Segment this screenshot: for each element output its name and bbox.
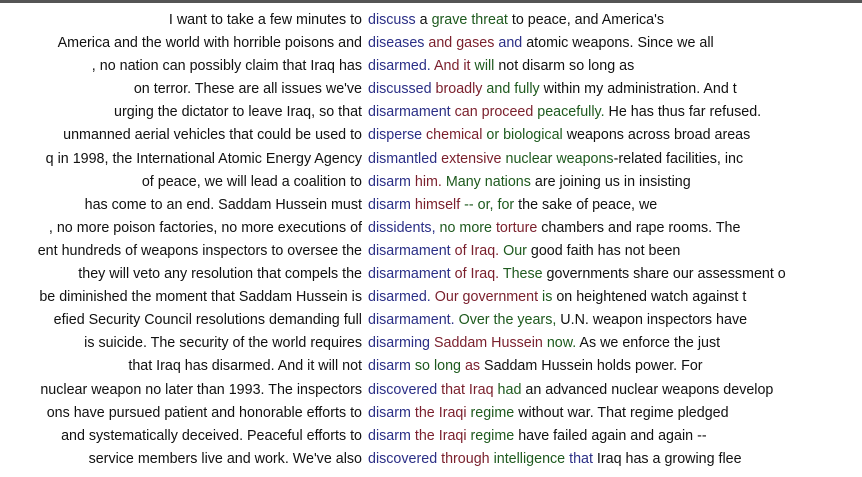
- concordance-line: [0, 379, 862, 402]
- collocate: and fully: [482, 81, 540, 98]
- concordance-line: [0, 32, 862, 55]
- collocate: intelligence: [489, 450, 566, 467]
- collocate: Saddam Hussein: [429, 335, 543, 352]
- collocate: nuclear weapons: [501, 150, 614, 167]
- left-context: of peace, we will lead a coalition to: [141, 173, 362, 190]
- collocate: as: [460, 358, 481, 375]
- keyword: disarmed.: [368, 289, 431, 306]
- right-context: [368, 402, 862, 425]
- right-text: atomic weapons. Since we all: [522, 35, 714, 52]
- collocate: no more: [435, 219, 492, 236]
- concordance-line: [0, 309, 862, 332]
- left-context: and systematically deceived. Peaceful efforts to: [61, 427, 362, 444]
- left-context: unmanned aerial vehicles that could be used to: [63, 127, 362, 144]
- right-text: on heightened watch against t: [552, 289, 747, 306]
- left-context: ons have pursued patient and honorable efforts to: [46, 404, 362, 421]
- left-context: efied Security Council resolutions demanding full: [53, 312, 362, 329]
- right-text: to peace, and America's: [507, 12, 665, 28]
- right-context: [368, 448, 862, 471]
- concordance-line: [0, 78, 862, 101]
- collocate: now.: [542, 335, 577, 352]
- collocate: the Iraqi: [410, 404, 467, 421]
- concordance-line: [0, 217, 862, 240]
- right-text: U.N. weapon inspectors have: [556, 312, 748, 329]
- keyword: discussed: [368, 81, 432, 98]
- keyword: disarm: [368, 358, 411, 375]
- concordance-line: [0, 101, 862, 124]
- keyword: disarm: [368, 427, 411, 444]
- right-context: [368, 55, 862, 78]
- collocate: of Iraq.: [450, 242, 500, 259]
- collocate: a: [415, 12, 432, 28]
- keyword: discovered: [368, 381, 438, 398]
- collocate: can proceed: [450, 104, 534, 121]
- collocate: through: [437, 450, 490, 467]
- keyword: disarming: [368, 335, 430, 352]
- collocate: extensive: [437, 150, 502, 167]
- left-context: has come to an end. Saddam Hussein must: [84, 196, 362, 213]
- left-context: nuclear weapon no later than 1993. The inspectors: [40, 381, 362, 398]
- collocate: Our: [499, 242, 527, 259]
- collocate: peacefully.: [533, 104, 605, 121]
- collocate: so long: [410, 358, 461, 375]
- keyword: disarmament: [368, 266, 451, 283]
- right-text: not disarm so long as: [494, 58, 635, 75]
- right-text: chambers and rape rooms. The: [537, 219, 741, 236]
- right-text: good faith has not been: [526, 242, 681, 259]
- right-context: [368, 9, 862, 32]
- concordance-line: [0, 148, 862, 171]
- right-context: [368, 124, 862, 147]
- collocate: Over the years,: [454, 312, 557, 329]
- concordance-line: [0, 355, 862, 378]
- right-context: [368, 240, 862, 263]
- left-context: that Iraq has disarmed. And it will not: [128, 358, 362, 375]
- concordance-line: [0, 124, 862, 147]
- collocate: of Iraq.: [450, 266, 500, 283]
- keyword: disarmament: [368, 104, 451, 121]
- right-text: Iraq has a growing flee: [592, 450, 742, 467]
- left-context: urging the dictator to leave Iraq, so that: [114, 104, 362, 121]
- concordance-line: [0, 448, 862, 471]
- left-context: , no more poison factories, no more executions of: [48, 219, 362, 236]
- right-text: Saddam Hussein holds power. For: [480, 358, 703, 375]
- collocate: is: [538, 289, 553, 306]
- right-text: are joining us in insisting: [530, 173, 691, 190]
- collocate: that Iraq: [437, 381, 494, 398]
- collocate: or biological: [482, 127, 563, 144]
- keyword: discovered: [368, 450, 438, 467]
- left-context: service members live and work. We've also: [88, 450, 362, 467]
- right-text: have failed again and again --: [514, 427, 707, 444]
- collocate: himself: [410, 196, 461, 213]
- keyword: disarmament: [368, 242, 451, 259]
- right-context: [368, 78, 862, 101]
- collocate: These: [499, 266, 543, 283]
- concordance-line: [0, 402, 862, 425]
- collocate: regime: [466, 427, 515, 444]
- right-context: [368, 425, 862, 448]
- collocate: -- or, for: [460, 196, 515, 213]
- keyword: disarm: [368, 196, 411, 213]
- right-text: an advanced nuclear weapons develop: [521, 381, 774, 398]
- concordance-line: [0, 240, 862, 263]
- keyword: disarmed.: [368, 58, 431, 75]
- left-context: ent hundreds of weapons inspectors to oversee the: [37, 242, 362, 259]
- keyword: disarm: [368, 404, 411, 421]
- concordance-lines: [0, 9, 862, 471]
- right-context: [368, 217, 862, 240]
- collocate: grave threat: [431, 12, 508, 28]
- keyword: dismantled: [368, 150, 438, 167]
- collocate: and: [494, 35, 523, 52]
- right-context: [368, 32, 862, 55]
- left-context: , no nation can possibly claim that Iraq has: [91, 58, 362, 75]
- left-context: on terror. These are all issues we've: [133, 81, 362, 98]
- right-text: weapons across broad areas: [562, 127, 751, 144]
- concordance-line: [0, 286, 862, 309]
- right-context: [368, 101, 862, 124]
- left-context: America and the world with horrible poisons and: [57, 35, 362, 52]
- concordance-line: [0, 332, 862, 355]
- left-context: I want to take a few minutes to: [168, 12, 362, 28]
- right-text: within my administration. And t: [539, 81, 737, 98]
- right-text: As we enforce the just: [576, 335, 721, 352]
- collocate: And it: [430, 58, 471, 75]
- right-context: [368, 355, 862, 378]
- right-context: [368, 171, 862, 194]
- concordance-line: [0, 9, 862, 32]
- right-context: [368, 286, 862, 309]
- concordance-line: [0, 263, 862, 286]
- right-text: He has thus far refused.: [604, 104, 762, 121]
- right-text: without war. That regime pledged: [514, 404, 729, 421]
- keyword: disperse: [368, 127, 423, 144]
- left-context: q in 1998, the International Atomic Energy Agency: [45, 150, 362, 167]
- collocate: regime: [466, 404, 515, 421]
- right-context: [368, 332, 862, 355]
- collocate: Many nations: [441, 173, 531, 190]
- collocate: will: [470, 58, 495, 75]
- collocate: Our government: [430, 289, 539, 306]
- keyword: disarmament.: [368, 312, 455, 329]
- left-context: is suicide. The security of the world requires: [84, 335, 362, 352]
- collocate: and gases: [424, 35, 495, 52]
- right-text: the sake of peace, we: [514, 196, 658, 213]
- collocate: torture: [491, 219, 538, 236]
- collocate: him.: [410, 173, 442, 190]
- left-context: they will veto any resolution that compels the: [78, 266, 362, 283]
- keyword: discuss: [368, 12, 416, 28]
- right-text: governments share our assessment o: [542, 266, 786, 283]
- collocate: broadly: [431, 81, 483, 98]
- right-context: [368, 309, 862, 332]
- collocate: chemical: [422, 127, 483, 144]
- right-context: [368, 379, 862, 402]
- collocate: that: [565, 450, 593, 467]
- concordance-line: [0, 194, 862, 217]
- collocate: had: [493, 381, 522, 398]
- collocate: the Iraqi: [410, 427, 467, 444]
- keyword: dissidents,: [368, 219, 436, 236]
- right-context: [368, 194, 862, 217]
- keyword: diseases: [368, 35, 425, 52]
- right-context: [368, 263, 862, 286]
- right-context: [368, 148, 862, 171]
- concordance-line: [0, 171, 862, 194]
- keyword: disarm: [368, 173, 411, 190]
- right-text: -related facilities, inc: [613, 150, 744, 167]
- concordance-line: [0, 55, 862, 78]
- left-context: be diminished the moment that Saddam Hussein is: [39, 289, 362, 306]
- concordance-line: [0, 425, 862, 448]
